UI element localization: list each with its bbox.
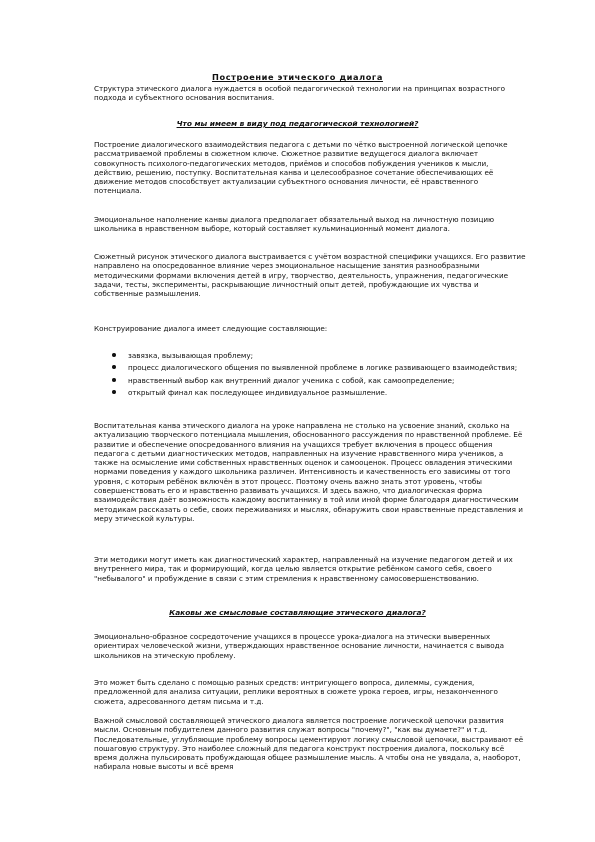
list-item: нравственный выбор как внутренний диалог ученика с собой, как самоопределение; [94,376,526,385]
section-heading-technology: Что мы имеем в виду под педагогической технологией? [176,119,419,128]
paragraph-5: Воспитательная канва этического диалога на уроке направлена не столько на усвоение знаний, сколько на актуализацию творческого потенциала мышления, обоснованного рассуждения по нравственной проблеме. Её развитие и обеспечение опосредованного влияния на учащихся требует включения в процесс общения педагога с детьми диагностических методов, направленных на изучение нравственного мира учеников, а также на осмысление ими собственных нравственных оценок и самооценок. Процесс овладения этическими нормами поведения у каждого школьника различен. Интенсивность и качественность его зависимы от того уровня, с которым ребёнок включён в этот процесс. Поэтому очень важно знать этот уровень, чтобы совершенствовать его и нравственно развивать учащихся. И здесь важно, что диалогическая форма взаимодействия даёт возможность каждому воспитаннику в той или иной форме благодаря диагностическим методикам рассказать о себе, своих переживаниях и мыслях, обнаружить свои нравственные представления и меру этической культуры. [94,421,523,523]
list-item: завязка, вызывающая проблему; [94,351,526,360]
bullet-icon [112,365,116,369]
paragraph-1: Построение диалогического взаимодействия педагога с детьми по чётко выстроенной логической цепочке рассматриваемой проблемы в сюжетном ключе. Сюжетное развитие ведущегося диалога включает совокупность психолого-педагогических методов, приёмов и способов побуждения учеников к мысли, действию, решению, поступку. Воспитательная канва и целесообразное сочетание обеспечивающих её движение методов способствует актуализации субъектного основания личности, её нравственного потенциала. [94,140,508,196]
paragraph-4: Конструирование диалога имеет следующие составляющие: [94,324,328,333]
paragraph-8: Это может быть сделано с помощью разных средств: интригующего вопроса, дилеммы, суждения, предложенной для анализа ситуации, реплики вероятных в сюжете урока героев, игры, незаконченного сюжета, адресованного детям письма и т.д. [94,678,498,706]
components-list [94,351,526,400]
section-heading-components: Каковы же смысловые составляющие этического диалога? [169,608,426,617]
paragraph-2: Эмоциональное наполнение канвы диалога предполагает обязательный выход на личностную позицию школьника в нравственном выборе, который составляет кульминационный момент диалога. [94,215,495,234]
paragraph-9: Важной смысловой составляющей этического диалога является построение логической цепочки развития мысли. Основным побудителем данного развития служат вопросы "почему?", "как вы думаете?" и т.д. Последовательные, углубляющие проблему вопросы цементируют логику смысловой цепочки, выстраивают её пошаговую структуру. Это наиболее сложный для педагога конструкт построения диалога, поскольку всё время должна пульсировать пробуждающая общее размышление мысль. А чтобы она не увядала, а, наоборот, набирала новые высоты и всё время [94,716,524,772]
bullet-icon [112,390,116,394]
paragraph-3: Сюжетный рисунок этического диалога выстраивается с учётом возрастной специфики учащихся. Его развитие направлено на опосредованное влияние через эмоциональное насыщение занятия разнообразными методическими формами включения детей в игру, творчество, деятельность, упражнения, педагогические задачи, тесты, эксперименты, раскрывающие личностный опыт детей, пробуждающие их чувства и собственные размышления. [94,252,526,299]
page-title: Построение этического диалога [212,72,383,82]
list-item: процесс диалогического общения по выявленной проблеме в логике развивающего взаимодействия; [94,363,526,372]
bullet-icon [112,378,116,382]
bullet-icon [112,353,116,357]
paragraph-7: Эмоционально-образное сосредоточение учащихся в процессе урока-диалога на этически выверенных ориентирах человеческой жизни, утверждающих нравственное основание личности, начинается с вывода школьников на этическую проблему. [94,632,504,660]
paragraph-6: Эти методики могут иметь как диагностический характер, направленный на изучение педагогом детей и их внутреннего мира, так и формирующий, когда целью является открытие ребёнком самого себя, своего "небывалого" и пробуждение в связи с этим стремления к нравственному самосовершенствованию. [94,555,513,583]
intro-paragraph: Структура этического диалога нуждается в особой педагогической технологии на принципах возрастного подхода и субъектного основания воспитания. [94,84,506,103]
list-item: открытый финал как последующее индивидуальное размышление. [94,388,526,397]
